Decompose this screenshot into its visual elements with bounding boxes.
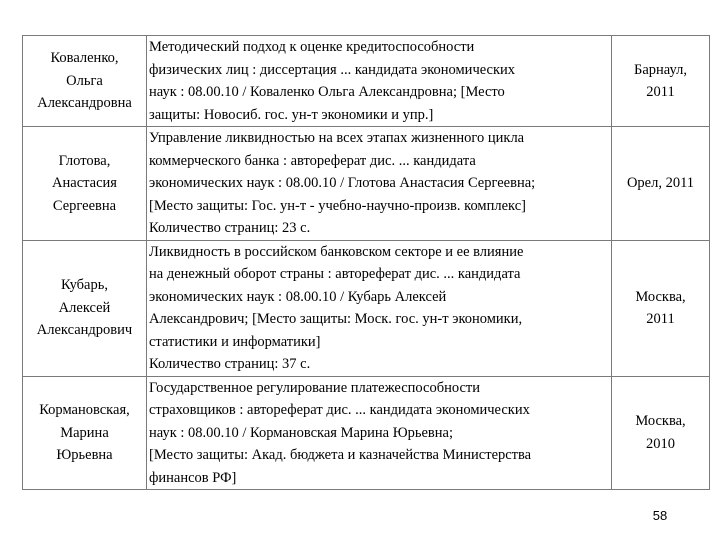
description-line: Количество страниц: 23 с. <box>149 220 311 236</box>
year-line: 2010 <box>646 435 675 452</box>
description-line: финансов РФ] <box>149 469 237 486</box>
author-line: Анастасия <box>52 175 117 191</box>
description-cell <box>147 127 612 241</box>
place-year-cell <box>612 127 710 241</box>
table-row <box>23 127 710 241</box>
author-line: Марина <box>60 424 109 441</box>
author-line: Алексей <box>58 299 111 316</box>
description-line: физических лиц : диссертация ... кандидата экономических <box>149 61 516 78</box>
description-line: [Место защиты: Гос. ун-т - учебно-научно-произв. комплекс] <box>149 197 526 214</box>
year-line: 2011 <box>646 84 675 100</box>
place-year-cell <box>612 240 710 376</box>
place-year-cell <box>612 36 710 127</box>
author-cell <box>23 127 147 241</box>
description-line: статистики и информатики] <box>149 333 321 350</box>
year-line: 2011 <box>646 311 675 327</box>
description-line: Управление ликвидностью на всех этапах жизненного цикла <box>149 130 525 146</box>
author-line: Коваленко, <box>50 50 119 67</box>
author-line: Юрьевна <box>56 447 113 463</box>
author-cell <box>23 376 147 490</box>
table-row <box>23 376 710 490</box>
description-cell <box>147 36 612 127</box>
author-cell <box>23 240 147 376</box>
author-line: Глотова, <box>58 152 111 169</box>
author-line: Сергеевна <box>52 197 117 214</box>
author-line: Александровна <box>37 95 132 112</box>
description-line: на денежный оборот страны : автореферат дис. ... кандидата <box>149 266 521 282</box>
description-line: экономических наук : 08.00.10 / Глотова Анастасия Сергеевна; <box>149 175 536 191</box>
description-line: Государственное регулирование платежеспособности <box>149 379 480 396</box>
description-line: наук : 08.00.10 / Коваленко Ольга Александровна; [Место <box>149 84 505 100</box>
place-line: Москва, <box>635 288 686 305</box>
place-line: Барнаул, <box>634 61 687 78</box>
dissertation-table <box>22 35 710 490</box>
description-line: [Место защиты: Акад. бюджета и казначейства Министерства <box>149 447 532 463</box>
description-line: наук : 08.00.10 / Кормановская Марина Юрьевна; <box>149 424 453 441</box>
description-line: Александрович; [Место защиты: Моск. гос. ун-т экономики, <box>149 311 523 327</box>
description-line: Ликвидность в российском банковском секторе и ее влияние <box>149 243 524 260</box>
author-line: Ольга <box>66 72 103 89</box>
description-line: Количество страниц: 37 с. <box>149 356 311 372</box>
table-row <box>23 240 710 376</box>
author-line: Кормановская, <box>39 402 130 418</box>
author-line: Александрович <box>36 322 133 339</box>
place-line: Москва, <box>635 413 686 430</box>
author-line: Кубарь, <box>61 277 108 294</box>
description-line: страховщиков : автореферат дис. ... кандидата экономических <box>149 402 530 418</box>
page-number: 58 <box>652 508 668 523</box>
table-row <box>23 36 710 127</box>
description-line: Методический подход к оценке кредитоспособности <box>149 39 475 55</box>
description-line: коммерческого банка : автореферат дис. ... кандидата <box>149 152 476 169</box>
place-year-cell <box>612 376 710 490</box>
description-cell <box>147 376 612 490</box>
description-cell <box>147 240 612 376</box>
description-line: защиты: Новосиб. гос. ун-т экономики и упр.] <box>149 106 434 123</box>
description-line: экономических наук : 08.00.10 / Кубарь Алексей <box>149 288 447 305</box>
author-cell <box>23 36 147 127</box>
place-line: Орел, 2011 <box>626 175 695 191</box>
